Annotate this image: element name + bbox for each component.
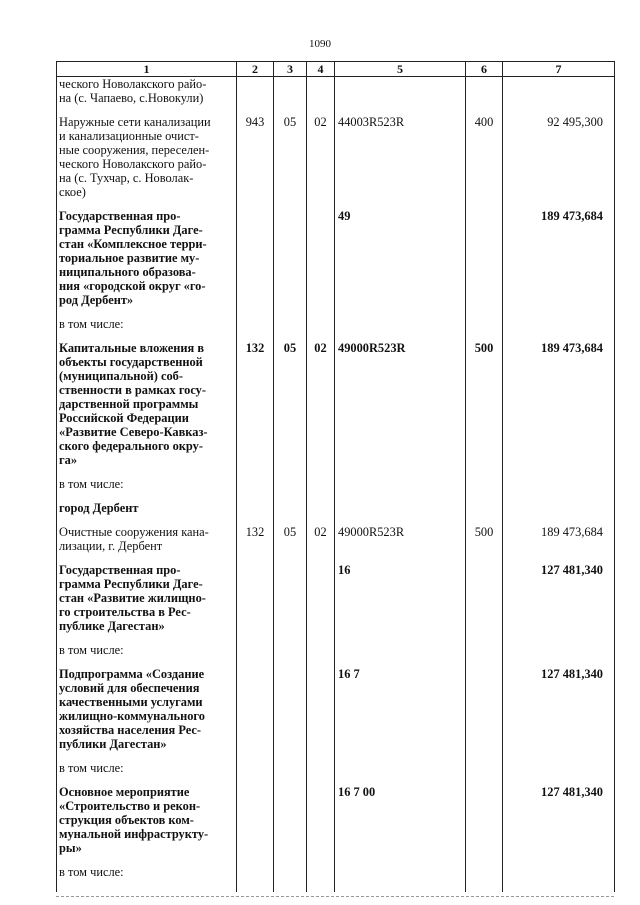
table-row [57,341,615,477]
row-amount-cell: 127 481,340 [503,667,615,761]
row-target-code-cell [335,643,466,667]
row-amount-cell [503,761,615,785]
table-row [57,317,615,341]
row-division-cell [274,761,307,785]
row-expense-type-cell: 400 [466,115,503,209]
row-expense-type-cell [466,77,503,116]
column-header-5: 5 [335,62,466,77]
row-name-cell: Наружные сети канализации и канализационные очист- ные сооружения, переселен- ческого Новолакского райо- на (с. Тухчар, с. Новолак- ское) [57,115,237,209]
row-section-cell [237,761,274,785]
row-division-cell: 05 [274,525,307,563]
row-section-cell [237,317,274,341]
row-name-cell: Очистные сооружения кана- лизации, г. Дербент [57,525,237,563]
row-target-code-cell: 16 7 [335,667,466,761]
row-section-cell [237,477,274,501]
table-row [57,563,615,643]
row-expense-type-cell [466,477,503,501]
table-row [57,865,615,892]
row-section-cell [237,785,274,865]
row-subdivision-cell [307,209,335,317]
row-name-cell: в том числе: [57,643,237,667]
row-expense-type-cell [466,761,503,785]
row-subdivision-cell [307,785,335,865]
row-division-cell: 05 [274,115,307,209]
row-name-cell: Государственная про- грамма Республики Даге- стан «Развитие жилищно- го строительства в Рес- публике Дагестан» [57,563,237,643]
row-target-code-cell: 49 [335,209,466,317]
row-division-cell: 05 [274,341,307,477]
row-division-cell [274,563,307,643]
row-division-cell [274,643,307,667]
row-expense-type-cell [466,209,503,317]
row-name-cell: ческого Новолакского райо- на (с. Чапаево, с.Новокули) [57,77,237,116]
row-section-cell: 132 [237,525,274,563]
row-name-cell: Подпрограмма «Создание условий для обеспечения качественными услугами жилищно-коммунального хозяйства населения Рес- публики Дагестан» [57,667,237,761]
column-header-1: 1 [57,62,237,77]
column-header-7: 7 [503,62,615,77]
row-subdivision-cell [307,77,335,116]
row-division-cell [274,209,307,317]
row-name-cell: в том числе: [57,477,237,501]
row-expense-type-cell: 500 [466,341,503,477]
row-section-cell [237,643,274,667]
page-number: 1090 [309,38,331,50]
row-subdivision-cell [307,643,335,667]
table-row [57,643,615,667]
row-division-cell [274,785,307,865]
row-target-code-cell [335,477,466,501]
row-subdivision-cell [307,667,335,761]
row-amount-cell [503,477,615,501]
row-division-cell [274,317,307,341]
table-row [57,761,615,785]
table-row [57,209,615,317]
row-section-cell [237,865,274,892]
row-subdivision-cell: 02 [307,341,335,477]
table-body [57,77,615,893]
row-expense-type-cell [466,643,503,667]
column-header-4: 4 [307,62,335,77]
row-target-code-cell: 49000R523R [335,341,466,477]
row-division-cell [274,77,307,116]
row-expense-type-cell [466,317,503,341]
row-amount-cell [503,317,615,341]
row-name-cell: в том числе: [57,317,237,341]
row-name-cell: в том числе: [57,761,237,785]
row-name-cell: Государственная про- грамма Республики Даге- стан «Комплексное терри- ториальное развитие му- ниципального образова- ния «городской округ «го- род Дербент» [57,209,237,317]
row-target-code-cell: 49000R523R [335,525,466,563]
row-name-cell: в том числе: [57,865,237,892]
row-target-code-cell [335,865,466,892]
row-amount-cell: 127 481,340 [503,563,615,643]
row-amount-cell: 127 481,340 [503,785,615,865]
row-amount-cell [503,501,615,525]
row-subdivision-cell: 02 [307,525,335,563]
row-amount-cell [503,77,615,116]
header-row [57,62,615,77]
row-amount-cell: 189 473,684 [503,525,615,563]
bottom-divider [56,896,614,897]
row-section-cell [237,501,274,525]
row-division-cell [274,865,307,892]
row-target-code-cell: 16 [335,563,466,643]
row-expense-type-cell: 500 [466,525,503,563]
row-name-cell: Основное мероприятие «Строительство и рекон- струкция объектов ком- мунальной инфраструкту- ры» [57,785,237,865]
row-division-cell [274,667,307,761]
row-section-cell: 132 [237,341,274,477]
row-target-code-cell [335,501,466,525]
table-row [57,115,615,209]
row-subdivision-cell [307,761,335,785]
row-target-code-cell [335,317,466,341]
row-expense-type-cell [466,785,503,865]
column-header-2: 2 [237,62,274,77]
column-header-6: 6 [466,62,503,77]
row-subdivision-cell [307,501,335,525]
row-subdivision-cell: 02 [307,115,335,209]
table-row [57,77,615,116]
row-section-cell [237,563,274,643]
row-name-cell: город Дербент [57,501,237,525]
row-target-code-cell [335,761,466,785]
row-expense-type-cell [466,501,503,525]
row-amount-cell: 189 473,684 [503,209,615,317]
row-section-cell: 943 [237,115,274,209]
row-amount-cell: 92 495,300 [503,115,615,209]
row-amount-cell [503,865,615,892]
row-division-cell [274,477,307,501]
row-subdivision-cell [307,865,335,892]
row-amount-cell [503,643,615,667]
row-amount-cell: 189 473,684 [503,341,615,477]
budget-table [56,61,615,892]
row-target-code-cell: 16 7 00 [335,785,466,865]
row-expense-type-cell [466,865,503,892]
table-row [57,525,615,563]
row-subdivision-cell [307,317,335,341]
row-target-code-cell: 44003R523R [335,115,466,209]
table-row [57,501,615,525]
row-name-cell: Капитальные вложения в объекты государственной (муниципальной) соб- ственности в рамках госу- дарственной программы Российской Федерации «Развитие Северо-Кавказ- ского федерального окру- га» [57,341,237,477]
table-row [57,785,615,865]
row-subdivision-cell [307,563,335,643]
row-expense-type-cell [466,563,503,643]
table-row [57,477,615,501]
row-subdivision-cell [307,477,335,501]
row-expense-type-cell [466,667,503,761]
row-section-cell [237,77,274,116]
row-section-cell [237,667,274,761]
row-division-cell [274,501,307,525]
row-target-code-cell [335,77,466,116]
table-row [57,667,615,761]
column-header-3: 3 [274,62,307,77]
row-section-cell [237,209,274,317]
